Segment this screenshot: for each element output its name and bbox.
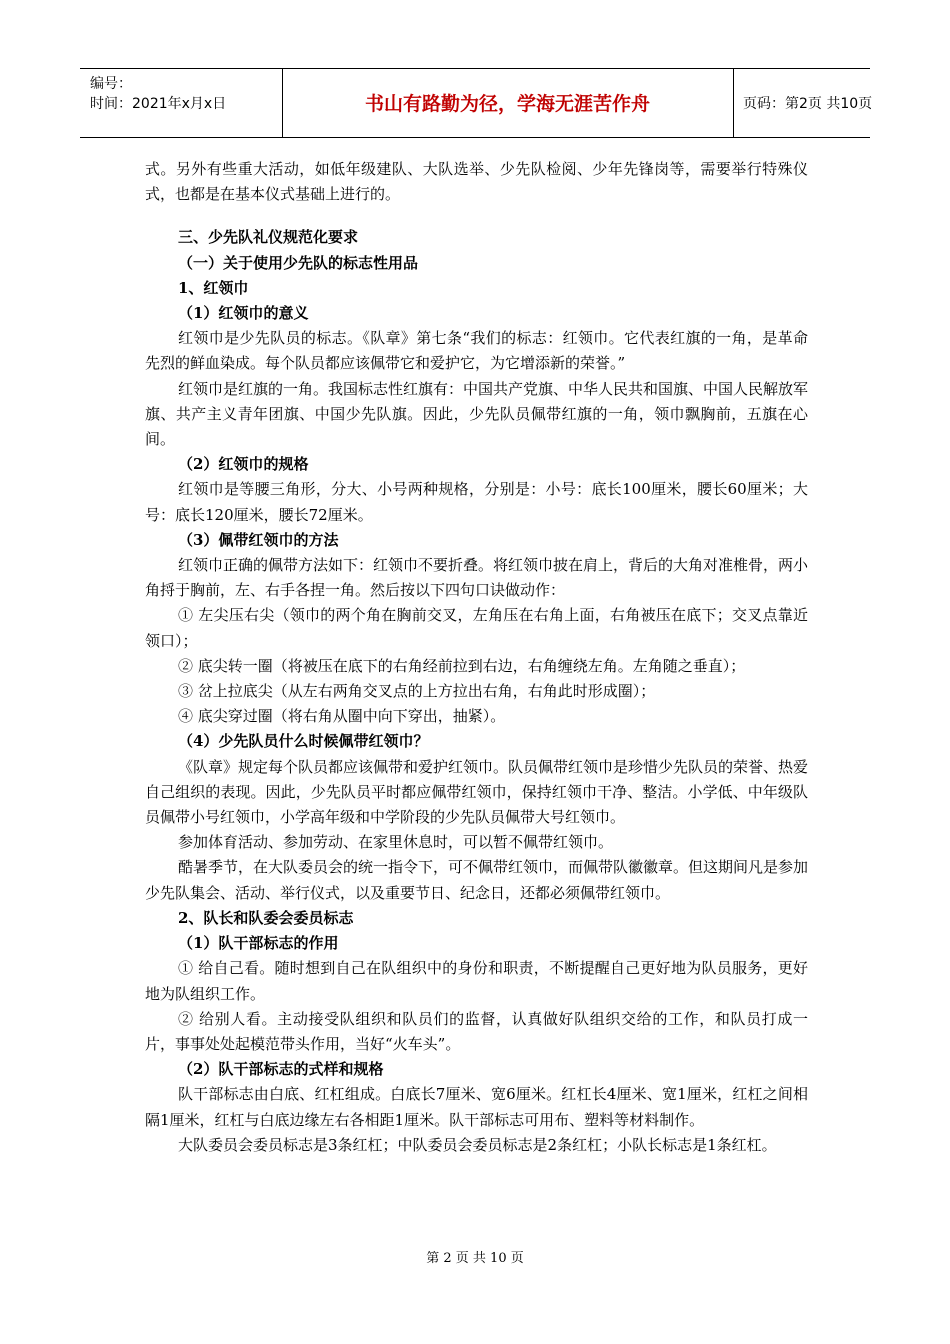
page-footer: 第 2 页 共 10 页 bbox=[426, 1251, 524, 1266]
body-paragraph: 大队委员会委员标志是3条红杠；中队委员会委员标志是2条红杠；小队长标志是1条红杠。 bbox=[178, 1135, 777, 1154]
body-paragraph: 红领巾是等腰三角形，分大、小号两种规格，分别是：小号：底长100厘米，腰长60厘米；大号：底长120厘米，腰长72厘米。 bbox=[145, 480, 808, 524]
time-label: 时间：2021年x月x日 bbox=[90, 96, 227, 112]
body-paragraph: 式。另外有些重大活动，如低年级建队、大队选举、少先队检阅、少年先锋岗等，需要举行特殊仪式，也都是在基本仪式基础上进行的。 bbox=[145, 160, 808, 204]
section-heading: （2）红领巾的规格 bbox=[178, 455, 309, 474]
document-body bbox=[145, 157, 808, 1158]
body-paragraph: 《队章》规定每个队员都应该佩带和爱护红领巾。队员佩带红领巾是珍惜少先队员的荣誉、热爱自己组织的表现。因此，少先队员平时都应佩带红领巾，保持红领巾干净、整洁。小学低、中年级队员佩带小号红领巾，小学高年级和中学阶段的少先队员佩带大号红领巾。 bbox=[145, 757, 809, 827]
section-heading: 2、队长和队委会委员标志 bbox=[178, 908, 354, 927]
section-heading: （一）关于使用少先队的标志性用品 bbox=[178, 253, 419, 272]
body-paragraph: ④ 底尖穿过圈（将右角从圈中向下穿出，抽紧）。 bbox=[178, 707, 506, 726]
number-label: 编号： bbox=[90, 76, 132, 92]
body-paragraph: ② 给别人看。主动接受队组织和队员们的监督，认真做好队组织交给的工作，和队员打成一片，事事处处起模范带头作用，当好“火车头”。 bbox=[145, 1009, 808, 1053]
body-paragraph: 红领巾正确的佩带方法如下：红领巾不要折叠。将红领巾披在肩上，背后的大角对准椎骨，两小角捋于胸前，左、右手各捏一角。然后按以下四句口诀做动作： bbox=[145, 556, 809, 600]
body-paragraph: 红领巾是红旗的一角。我国标志性红旗有：中国共产党旗、中华人民共和国旗、中国人民解放军旗、共产主义青年团旗、中国少先队旗。因此，少先队员佩带红旗的一角，领巾飘胸前，五旗在心间。 bbox=[145, 379, 809, 449]
body-paragraph: ③ 岔上拉底尖（从左右两角交叉点的上方拉出右角，右角此时形成圈）； bbox=[178, 682, 656, 701]
page-header bbox=[80, 68, 873, 138]
body-paragraph: ① 给自己看。随时想到自己在队组织中的身份和职责，不断提醒自己更好地为队员服务，更好地为队组织工作。 bbox=[145, 959, 808, 1003]
header-meta-cell bbox=[80, 69, 283, 137]
section-heading: （2）队干部标志的式样和规格 bbox=[178, 1060, 384, 1079]
paragraph-spacer bbox=[145, 207, 808, 225]
header-page-cell bbox=[733, 69, 873, 137]
page-code: 页码：第2页 共10页 bbox=[743, 96, 873, 112]
section-heading: （1）红领巾的意义 bbox=[178, 304, 309, 323]
section-heading: 1、红领巾 bbox=[178, 278, 249, 297]
header-motto: 书山有路勤为径，学海无涯苦作舟 bbox=[364, 93, 650, 115]
body-paragraph: 红领巾是少先队员的标志。《队章》第七条“我们的标志：红领巾。它代表红旗的一角，是革命先烈的鲜血染成。每个队员都应该佩带它和爱护它，为它增添新的荣誉。” bbox=[145, 329, 808, 373]
section-heading: （1）队干部标志的作用 bbox=[178, 934, 339, 953]
section-heading: （3）佩带红领巾的方法 bbox=[178, 530, 339, 549]
header-motto-cell bbox=[282, 69, 734, 137]
body-paragraph: ② 底尖转一圈（将被压在底下的右角经前拉到右边，右角缠绕左角。左角随之垂直）； bbox=[178, 656, 746, 675]
body-paragraph: ① 左尖压右尖（领巾的两个角在胸前交叉，左角压在右角上面，右角被压在底下；交叉点靠近领口）； bbox=[145, 606, 808, 650]
section-heading: 三、少先队礼仪规范化要求 bbox=[178, 228, 359, 247]
section-heading: （4）少先队员什么时候佩带红领巾？ bbox=[178, 732, 429, 751]
body-paragraph: 参加体育活动、参加劳动、在家里休息时，可以暂不佩带红领巾。 bbox=[178, 833, 614, 852]
body-paragraph: 队干部标志由白底、红杠组成。白底长7厘米、宽6厘米。红杠长4厘米、宽1厘米，红杠之间相隔1厘米，红杠与白底边缘左右各相距1厘米。队干部标志可用布、塑料等材料制作。 bbox=[145, 1085, 808, 1129]
body-paragraph: 酷暑季节，在大队委员会的统一指令下，可不佩带红领巾，而佩带队徽徽章。但这期间凡是参加少先队集会、活动、举行仪式，以及重要节日、纪念日，还都必须佩带红领巾。 bbox=[145, 858, 809, 902]
